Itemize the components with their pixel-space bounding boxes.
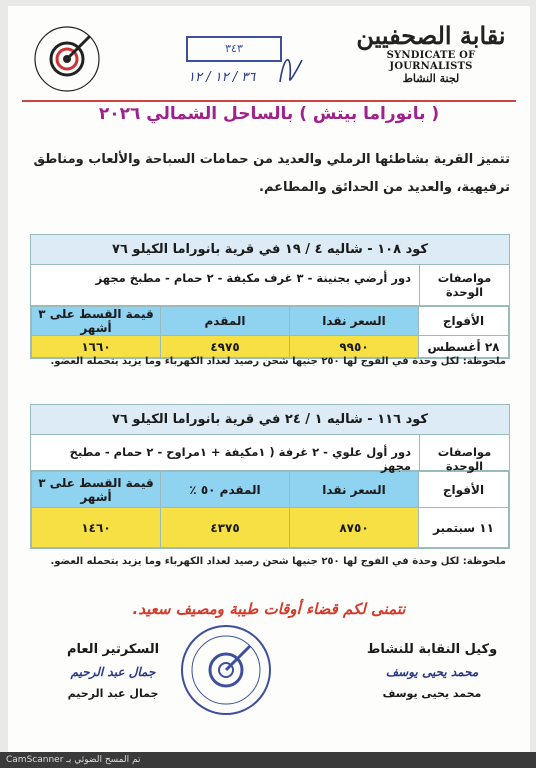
org-name-english: SYNDICATE OF JOURNALISTS bbox=[386, 50, 476, 72]
col-down-payment: المقدم ٥٠ ٪ bbox=[161, 472, 290, 508]
col-down-payment: المقدم bbox=[161, 307, 290, 336]
cash-price-value: ٩٩٥٠ bbox=[290, 336, 419, 358]
installment-value: ١٤٦٠ bbox=[32, 508, 161, 548]
unit-card-108 bbox=[30, 234, 510, 359]
cash-price-value: ٨٧٥٠ bbox=[290, 508, 419, 548]
signer-name: محمد يحيى يوسف bbox=[382, 687, 482, 700]
col-installment: قيمة القسط على ٣ أشهر bbox=[32, 472, 161, 508]
intro-text: تتميز القرية بشاطئها الرملي والعديد من حمامات السباحة والألعاب ومناطق ترفيهية، والعديد من الحدائق والمطاعم. bbox=[33, 152, 510, 195]
signer-name: جمال عبد الرحيم bbox=[67, 687, 159, 700]
signer-title: السكرتير العام bbox=[66, 642, 160, 657]
unit-spec-row bbox=[31, 265, 509, 306]
unit-note: ملحوظة: لكل وحدة في الفوج لها ٢٥٠ جنيها شحن رصيد لعداد الكهرباء وما يزيد يتحمله العضو. bbox=[50, 556, 506, 567]
spec-label: مواصفات الوحدة bbox=[419, 435, 509, 470]
down-payment-value: ٤٣٧٥ bbox=[161, 508, 290, 548]
signature-scribble-icon bbox=[276, 48, 306, 88]
down-payment-value: ٤٩٧٥ bbox=[161, 336, 290, 358]
unit-heading: كود ١١٦ - شاليه ١ / ٢٤ في قرية بانوراما الكيلو ٧٦ bbox=[31, 405, 509, 435]
groups-label: الأفواج bbox=[419, 472, 509, 508]
groups-label: الأفواج bbox=[419, 307, 509, 336]
unit-heading: كود ١٠٨ - شاليه ٤ / ١٩ في قرية بانوراما الكيلو ٧٦ bbox=[31, 235, 509, 265]
group-date: ١١ سبتمبر bbox=[419, 508, 509, 548]
org-header bbox=[356, 22, 506, 85]
installment-value: ١٦٦٠ bbox=[32, 336, 161, 358]
handwritten-signature: محمد يحيى يوسف bbox=[385, 665, 479, 679]
unit-spec-row bbox=[31, 435, 509, 471]
col-cash-price: السعر نقدا bbox=[290, 472, 419, 508]
syndicate-logo-icon bbox=[32, 24, 102, 94]
official-seal-icon bbox=[178, 622, 274, 718]
stamp-number: ٣٤٣ bbox=[225, 42, 243, 55]
price-table bbox=[31, 471, 509, 548]
document-page bbox=[8, 6, 530, 754]
spec-label: مواصفات الوحدة bbox=[419, 265, 509, 305]
price-table bbox=[31, 306, 509, 358]
page-title: ( بانوراما بيتش ) بالساحل الشمالي ٢٠٢٦ bbox=[98, 104, 440, 124]
org-committee: لجنة النشاط bbox=[402, 72, 460, 85]
inbox-stamp bbox=[186, 36, 282, 62]
signature-general-secretary bbox=[48, 642, 178, 700]
col-cash-price: السعر نقدا bbox=[290, 307, 419, 336]
group-date: ٢٨ أغسطس bbox=[419, 336, 509, 358]
unit-note: ملحوظة: لكل وحدة في الفوج لها ٢٥٠ جنيها شحن رصيد لعداد الكهرباء وما يزيد يتحمله العضو. bbox=[50, 356, 506, 367]
stamp-date: ٣٦ / ١٢ / ١٢ bbox=[188, 70, 256, 85]
spec-value: دور أرضي بجنينة - ٣ غرف مكيفة - ٢ حمام - مطبخ مجهز bbox=[95, 271, 411, 285]
col-installment: قيمة القسط على ٣ أشهر bbox=[32, 307, 161, 336]
spec-value: دور أول علوي - ٢ غرفة ( ١مكيفة + ١مراوح - ٢ حمام - مطبخ مجهز bbox=[69, 445, 411, 473]
header-divider bbox=[22, 100, 516, 102]
closing-message: نتمنى لكم قضاء أوقات طيبة ومصيف سعيد. bbox=[132, 600, 406, 618]
scanner-watermark: CamScanner تم المسح الضوئي بـ bbox=[0, 752, 536, 768]
signature-activity-deputy bbox=[362, 642, 502, 700]
unit-card-116 bbox=[30, 404, 510, 549]
signer-title: وكيل النقابة للنشاط bbox=[366, 642, 498, 657]
org-name-arabic: نقابة الصحفيين bbox=[356, 21, 506, 50]
handwritten-signature: جمال عبد الرحيم bbox=[70, 665, 156, 679]
